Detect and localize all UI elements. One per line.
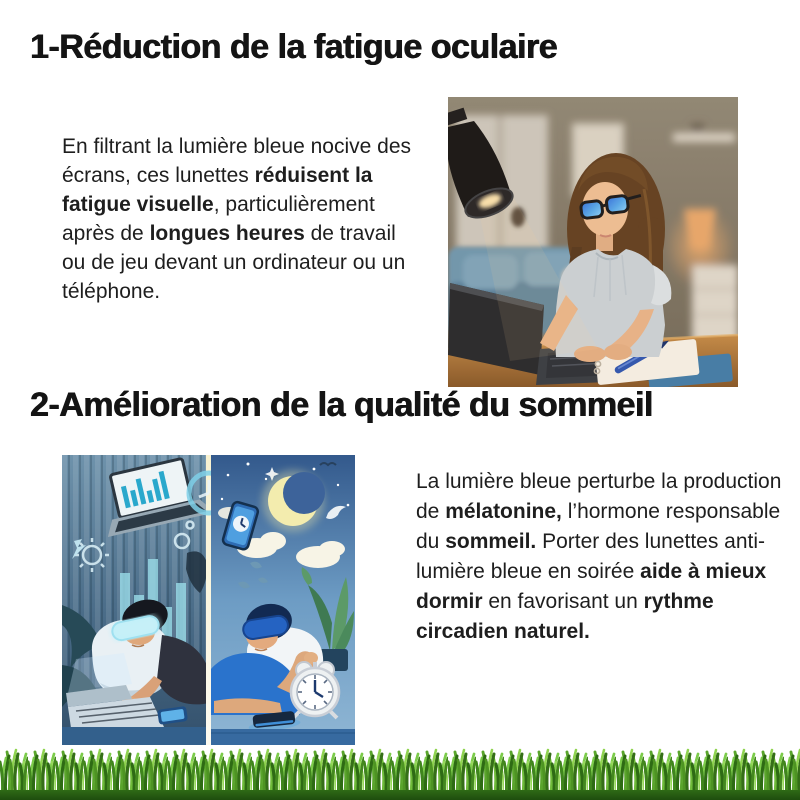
sleep-comparison-illustration (62, 455, 355, 745)
grass-border (0, 744, 800, 800)
section-1-paragraph: En filtrant la lumière bleue nocive des écrans, ces lunettes réduisent la fatigue visuelle, particulièrement après de longues heures de travail ou de jeu devant un ordinateur ou un téléphone. (62, 135, 412, 303)
sleep-comparison-art (62, 455, 355, 745)
grass-border-art (0, 744, 800, 800)
alarm-clock-icon (291, 662, 339, 718)
girl-computer-photo (448, 97, 738, 387)
peaceful-sleep-panel (211, 455, 355, 745)
section-2-paragraph: La lumière bleue perturbe la production de mélatonine, l’hormone responsable du sommeil. Porter des lunettes anti-lumière bleue en soirée aide à mieux dormir en favorisant un rythme circadien naturel. (416, 470, 782, 643)
section-1-heading: 1-Réduction de la fatigue oculaire (30, 28, 558, 66)
day-night-divider (206, 455, 211, 745)
section-2-heading: 2-Amélioration de la qualité du sommeil (30, 386, 653, 424)
girl-computer-photo-art (448, 97, 738, 387)
